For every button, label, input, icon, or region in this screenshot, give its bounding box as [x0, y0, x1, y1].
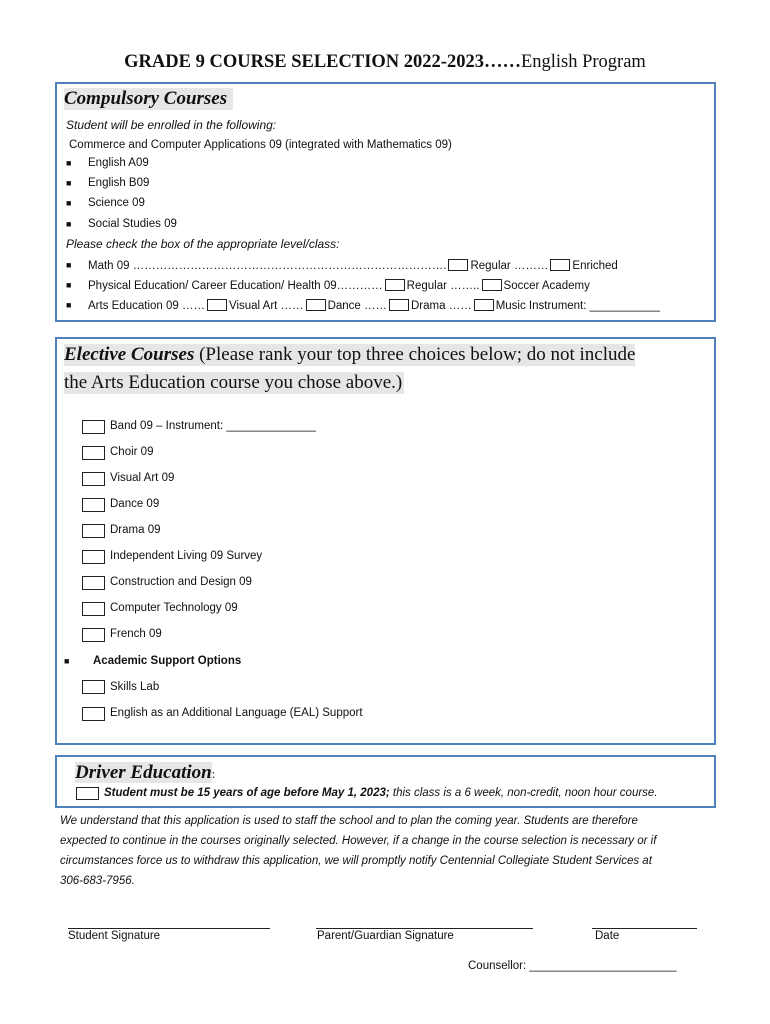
elective-option-independent-living: Independent Living 09 Survey — [110, 550, 263, 562]
statement-line-3: circumstances force us to withdraw this application, we will promptly notify Centennial Collegiate Student Services at — [60, 855, 652, 867]
elective-checkbox-visual-art[interactable] — [82, 472, 105, 486]
pe-row — [88, 279, 590, 292]
elective-option-choir: Choir 09 — [110, 446, 154, 458]
statement-line-2: expected to continue in the courses originally selected. However, if a change in the course selection is necessary or if — [60, 835, 657, 847]
elective-heading-bold: Elective Courses — [64, 344, 195, 365]
pe-label: Physical Education/ Career Education/ Health 09………… — [88, 280, 383, 292]
driver-education-checkbox[interactable] — [76, 787, 99, 800]
elective-option-drama: Drama 09 — [110, 524, 161, 536]
course-social-studies-09: Social Studies 09 — [88, 218, 177, 230]
elective-checkbox-choir[interactable] — [82, 446, 105, 460]
elective-checkbox-french[interactable] — [82, 628, 105, 642]
compulsory-intro: Student will be enrolled in the following: — [66, 118, 277, 132]
elective-heading — [64, 344, 635, 366]
title-bold: GRADE 9 COURSE SELECTION 2022-2023…… — [124, 52, 521, 72]
arts-drama-checkbox[interactable] — [389, 299, 409, 311]
compulsory-heading: Compulsory Courses — [64, 88, 233, 110]
academic-support-heading: Academic Support Options — [93, 655, 242, 667]
driver-age-requirement: Student must be 15 years of age before May 1, 2023; — [104, 787, 390, 799]
parent-signature-label: Parent/Guardian Signature — [317, 930, 454, 942]
course-science-09: Science 09 — [88, 197, 145, 209]
elective-option-band: Band 09 – Instrument: ______________ — [110, 420, 316, 432]
math-regular-label: Regular ……… — [470, 260, 549, 272]
support-option-skills-lab: Skills Lab — [110, 681, 160, 693]
arts-visual-art-checkbox[interactable] — [207, 299, 227, 311]
page-title — [0, 52, 770, 73]
math-enriched-label: Enriched — [572, 260, 618, 272]
elective-checkbox-band[interactable] — [82, 420, 105, 434]
arts-dance-label: Dance …… — [327, 300, 387, 312]
elective-option-dance: Dance 09 — [110, 498, 160, 510]
elective-heading-instructions: (Please rank your top three choices below; do not include — [194, 344, 636, 365]
check-prompt: Please check the box of the appropriate level/class: — [66, 237, 340, 251]
elective-heading-line2: the Arts Education course you chose above.) — [64, 372, 403, 393]
driver-heading-wrap — [75, 762, 215, 784]
arts-music-label: Music Instrument: ___________ — [495, 300, 660, 312]
date-label: Date — [595, 930, 620, 942]
elective-option-visual-art: Visual Art 09 — [110, 472, 175, 484]
arts-dance-checkbox[interactable] — [306, 299, 326, 311]
course-english-a09: English A09 — [88, 157, 149, 169]
elective-checkbox-independent-living[interactable] — [82, 550, 105, 564]
elective-checkbox-computer-technology[interactable] — [82, 602, 105, 616]
driver-heading: Driver Education — [75, 762, 212, 783]
title-program: English Program — [520, 52, 646, 72]
elective-option-computer-technology: Computer Technology 09 — [110, 602, 238, 614]
counsellor-field[interactable]: Counsellor: _______________________ — [468, 960, 677, 972]
math-label: Math 09 ………………………………………………………………………. — [88, 260, 447, 272]
bullet-icon: ■ — [64, 656, 70, 666]
elective-option-french: French 09 — [110, 628, 162, 640]
bullet-icon: ■ — [66, 219, 72, 229]
arts-music-checkbox[interactable] — [474, 299, 494, 311]
student-signature-label: Student Signature — [68, 930, 161, 942]
statement-line-1: We understand that this application is used to staff the school and to plan the coming year. Students are therefore — [60, 815, 638, 827]
driver-heading-colon: : — [211, 766, 216, 781]
bullet-icon: ■ — [66, 280, 72, 290]
bullet-icon: ■ — [66, 198, 72, 208]
date-line[interactable] — [592, 928, 697, 929]
course-english-b09: English B09 — [88, 177, 150, 189]
arts-row — [88, 299, 660, 312]
support-checkbox-eal[interactable] — [82, 707, 105, 721]
bullet-icon: ■ — [66, 260, 72, 270]
driver-course-info: this class is a 6 week, non-credit, noon hour course. — [389, 787, 658, 799]
bullet-icon: ■ — [66, 158, 72, 168]
commerce-course: Commerce and Computer Applications 09 (integrated with Mathematics 09) — [69, 139, 452, 151]
math-row — [88, 259, 618, 272]
support-checkbox-skills-lab[interactable] — [82, 680, 105, 694]
pe-regular-checkbox[interactable] — [385, 279, 405, 291]
arts-drama-label: Drama …… — [411, 300, 472, 312]
bullet-icon: ■ — [66, 300, 72, 310]
bullet-icon: ■ — [66, 178, 72, 188]
arts-label: Arts Education 09 …… — [88, 300, 205, 312]
student-signature-line[interactable] — [68, 928, 270, 929]
math-regular-checkbox[interactable] — [448, 259, 468, 271]
driver-note — [104, 787, 658, 799]
elective-checkbox-construction[interactable] — [82, 576, 105, 590]
parent-signature-line[interactable] — [316, 928, 533, 929]
pe-regular-label: Regular …….. — [406, 280, 480, 292]
pe-soccer-checkbox[interactable] — [482, 279, 502, 291]
math-enriched-checkbox[interactable] — [550, 259, 570, 271]
elective-option-construction: Construction and Design 09 — [110, 576, 252, 588]
arts-visual-art-label: Visual Art …… — [228, 300, 304, 312]
support-option-eal: English as an Additional Language (EAL) Support — [110, 707, 363, 719]
statement-line-4: 306-683-7956. — [60, 875, 135, 887]
pe-soccer-label: Soccer Academy — [503, 280, 590, 292]
elective-checkbox-dance[interactable] — [82, 498, 105, 512]
elective-checkbox-drama[interactable] — [82, 524, 105, 538]
